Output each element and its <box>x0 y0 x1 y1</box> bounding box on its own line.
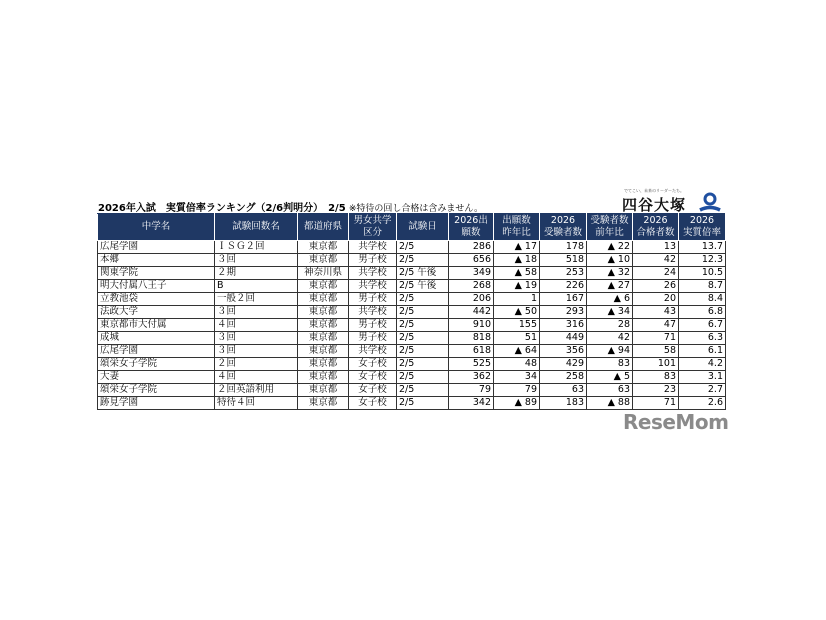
table-row <box>98 267 726 280</box>
table-cell: ▲ 10 <box>587 254 633 267</box>
table-cell: 12.3 <box>679 254 726 267</box>
table-cell: 356 <box>540 345 587 358</box>
table-cell: 167 <box>540 293 587 306</box>
table-cell: 79 <box>449 384 494 397</box>
table-cell: 83 <box>633 371 679 384</box>
table-cell: 293 <box>540 306 587 319</box>
header-label: 合格者数 <box>636 227 675 238</box>
table-cell: 63 <box>540 384 587 397</box>
table-cell: 法政大学 <box>98 306 215 319</box>
table-cell: 349 <box>449 267 494 280</box>
table-cell: 51 <box>494 332 540 345</box>
table-cell: 23 <box>633 384 679 397</box>
table-row <box>98 293 726 306</box>
table-cell: 24 <box>633 267 679 280</box>
table-cell: 東京都 <box>298 345 349 358</box>
table-cell: ４回 <box>215 371 298 384</box>
table-cell: 268 <box>449 280 494 293</box>
table-cell: 成城 <box>98 332 215 345</box>
table-cell: 東京都 <box>298 254 349 267</box>
table-cell: 286 <box>449 241 494 254</box>
table-cell: 東京都 <box>298 397 349 410</box>
table-cell: 2/5 <box>397 319 449 332</box>
table-cell: 共学校 <box>349 306 397 319</box>
table-cell: ▲ 27 <box>587 280 633 293</box>
table-cell: 特待４回 <box>215 397 298 410</box>
table-cell: 6.3 <box>679 332 726 345</box>
table-row <box>98 384 726 397</box>
table-cell: 6.7 <box>679 319 726 332</box>
table-cell: 共学校 <box>349 241 397 254</box>
table-cell: 女子校 <box>349 371 397 384</box>
table-row <box>98 371 726 384</box>
table-cell: 2/5 <box>397 397 449 410</box>
table-cell: 東京都 <box>298 384 349 397</box>
table-cell: 47 <box>633 319 679 332</box>
table-cell: 618 <box>449 345 494 358</box>
header-label: 2026 <box>550 215 576 226</box>
table-cell: 2/5 <box>397 358 449 371</box>
table-cell: 2/5 <box>397 345 449 358</box>
table-cell: B <box>215 280 298 293</box>
table-cell: 6.1 <box>679 345 726 358</box>
column-header <box>349 214 397 241</box>
table-cell: 関東学院 <box>98 267 215 280</box>
table-cell: 東京都 <box>298 306 349 319</box>
table-cell: 東京都 <box>298 293 349 306</box>
table-cell: ３回 <box>215 332 298 345</box>
table-cell: 頌栄女子学院 <box>98 384 215 397</box>
table-cell: 442 <box>449 306 494 319</box>
table-cell: 2/5 <box>397 332 449 345</box>
table-cell: 8.4 <box>679 293 726 306</box>
table-cell: 共学校 <box>349 280 397 293</box>
table-cell: ３回 <box>215 345 298 358</box>
table-cell: ▲ 94 <box>587 345 633 358</box>
table-cell: 東京都 <box>298 371 349 384</box>
header-label: 2026出 <box>454 215 488 226</box>
table-cell: 10.5 <box>679 267 726 280</box>
table-cell: 449 <box>540 332 587 345</box>
header-label: 実質倍率 <box>682 227 721 238</box>
table-cell: 2/5 午後 <box>397 280 449 293</box>
table-cell: 1 <box>494 293 540 306</box>
table-cell: ▲ 6 <box>587 293 633 306</box>
table-cell: 明大付属八王子 <box>98 280 215 293</box>
table-cell: 258 <box>540 371 587 384</box>
table-cell: 大妻 <box>98 371 215 384</box>
table-cell: 316 <box>540 319 587 332</box>
table-cell: 178 <box>540 241 587 254</box>
table-cell: 656 <box>449 254 494 267</box>
column-header <box>587 214 633 241</box>
header-label: 男女共学 <box>353 215 392 226</box>
header-label: 昨年比 <box>502 227 531 238</box>
header-label: 区分 <box>362 227 382 238</box>
header-label: 2026 <box>689 215 715 226</box>
yotsuya-otsuka-logo <box>618 188 726 214</box>
table-cell: 東京都 <box>298 319 349 332</box>
table-row <box>98 241 726 254</box>
header-label: 出願数 <box>502 215 531 226</box>
table-cell: 83 <box>587 358 633 371</box>
table-row <box>98 397 726 410</box>
column-header <box>540 214 587 241</box>
table-cell: ▲ 19 <box>494 280 540 293</box>
table-cell: 8.7 <box>679 280 726 293</box>
table-cell: 13.7 <box>679 241 726 254</box>
resemom-watermark: ReseMom <box>623 410 729 434</box>
table-cell: 525 <box>449 358 494 371</box>
table-cell: 2/5 <box>397 306 449 319</box>
table-cell: 26 <box>633 280 679 293</box>
table-cell: 女子校 <box>349 358 397 371</box>
table-cell: ▲ 88 <box>587 397 633 410</box>
table-cell: 東京都 <box>298 241 349 254</box>
page-title <box>98 199 483 214</box>
table-cell: ２回 <box>215 358 298 371</box>
table-cell: 206 <box>449 293 494 306</box>
table-cell: ▲ 5 <box>587 371 633 384</box>
table-cell: ▲ 34 <box>587 306 633 319</box>
header-label: 前年比 <box>595 227 624 238</box>
column-header <box>633 214 679 241</box>
table-cell: 3.1 <box>679 371 726 384</box>
table-cell: ▲ 17 <box>494 241 540 254</box>
header-label: 都道府県 <box>303 221 342 232</box>
table-cell: 女子校 <box>349 397 397 410</box>
header-label: 試験日 <box>408 221 437 232</box>
table-cell: 4.2 <box>679 358 726 371</box>
logo-name: 四谷大塚 <box>622 196 687 214</box>
table-row <box>98 306 726 319</box>
logo-tagline: でてこい、未来のリーダーたち。 <box>624 188 684 193</box>
table-cell: 立教池袋 <box>98 293 215 306</box>
table-cell: 71 <box>633 397 679 410</box>
table-cell: 2.6 <box>679 397 726 410</box>
header-label: 受験者数 <box>590 215 629 226</box>
table-cell: ▲ 22 <box>587 241 633 254</box>
table-cell: 226 <box>540 280 587 293</box>
title-main: 2026年入試 実質倍率ランキング（2/6判明分） 2/5 <box>98 203 346 214</box>
table-cell: 共学校 <box>349 267 397 280</box>
header-label: 2026 <box>643 215 668 226</box>
header-label: 願数 <box>461 227 481 238</box>
table-cell: 2/5 <box>397 241 449 254</box>
table-cell: 頌栄女子学院 <box>98 358 215 371</box>
table-cell: 2.7 <box>679 384 726 397</box>
table-cell: 183 <box>540 397 587 410</box>
table-cell: ３回 <box>215 306 298 319</box>
table-cell: 342 <box>449 397 494 410</box>
table-cell: 2/5 午後 <box>397 267 449 280</box>
table-cell: 63 <box>587 384 633 397</box>
table-cell: ２期 <box>215 267 298 280</box>
table-cell: ４回 <box>215 319 298 332</box>
title-note: ※特待の回し合格は含みません。 <box>348 204 483 214</box>
table-cell: ▲ 18 <box>494 254 540 267</box>
column-header <box>679 214 726 241</box>
table-cell: ▲ 64 <box>494 345 540 358</box>
header-label: 受験者数 <box>543 227 582 238</box>
table-row <box>98 332 726 345</box>
table-cell: 男子校 <box>349 332 397 345</box>
header-label: 試験回数名 <box>232 221 280 232</box>
table-cell: 42 <box>587 332 633 345</box>
table-cell: 2/5 <box>397 384 449 397</box>
table-cell: 東京都 <box>298 332 349 345</box>
table-cell: 28 <box>587 319 633 332</box>
table-cell: 79 <box>494 384 540 397</box>
table-cell: 跡見学園 <box>98 397 215 410</box>
table-cell: 910 <box>449 319 494 332</box>
table-cell: 共学校 <box>349 345 397 358</box>
table-cell: 神奈川県 <box>298 267 349 280</box>
table-cell: 男子校 <box>349 254 397 267</box>
table-cell: 43 <box>633 306 679 319</box>
table-cell: 42 <box>633 254 679 267</box>
column-header <box>215 214 298 241</box>
table-cell: 広尾学園 <box>98 241 215 254</box>
table-cell: 2/5 <box>397 254 449 267</box>
table-row <box>98 358 726 371</box>
table-cell: 13 <box>633 241 679 254</box>
table-cell: 518 <box>540 254 587 267</box>
table-cell: 女子校 <box>349 384 397 397</box>
table-cell: 6.8 <box>679 306 726 319</box>
header-label: 中学名 <box>141 221 171 232</box>
table-row <box>98 345 726 358</box>
logo-mark-icon <box>698 192 722 214</box>
table-cell: 818 <box>449 332 494 345</box>
table-cell: 男子校 <box>349 293 397 306</box>
table-cell: 東京都 <box>298 358 349 371</box>
table-cell: ２回英語利用 <box>215 384 298 397</box>
table-cell: 広尾学園 <box>98 345 215 358</box>
table-cell: ＩＳＧ２回 <box>215 241 298 254</box>
table-cell: 253 <box>540 267 587 280</box>
table-cell: ▲ 89 <box>494 397 540 410</box>
table-cell: ３回 <box>215 254 298 267</box>
table-row <box>98 319 726 332</box>
table-cell: ▲ 58 <box>494 267 540 280</box>
column-header <box>298 214 349 241</box>
table-cell: 2/5 <box>397 293 449 306</box>
table-cell: 155 <box>494 319 540 332</box>
table-cell: ▲ 32 <box>587 267 633 280</box>
column-header <box>397 214 449 241</box>
table-cell: 48 <box>494 358 540 371</box>
table-cell: 2/5 <box>397 371 449 384</box>
table-cell: 一般２回 <box>215 293 298 306</box>
table-cell: 362 <box>449 371 494 384</box>
column-header <box>98 214 215 241</box>
table-cell: 本郷 <box>98 254 215 267</box>
table-row <box>98 254 726 267</box>
table-cell: 男子校 <box>349 319 397 332</box>
table-cell: ▲ 50 <box>494 306 540 319</box>
table-cell: 34 <box>494 371 540 384</box>
column-header <box>494 214 540 241</box>
table-cell: 71 <box>633 332 679 345</box>
table-row <box>98 280 726 293</box>
ranking-table <box>97 213 726 410</box>
table-cell: 20 <box>633 293 679 306</box>
table-cell: 101 <box>633 358 679 371</box>
column-header <box>449 214 494 241</box>
table-cell: 429 <box>540 358 587 371</box>
table-cell: 58 <box>633 345 679 358</box>
table-cell: 東京都 <box>298 280 349 293</box>
table-cell: 東京都市大付属 <box>98 319 215 332</box>
